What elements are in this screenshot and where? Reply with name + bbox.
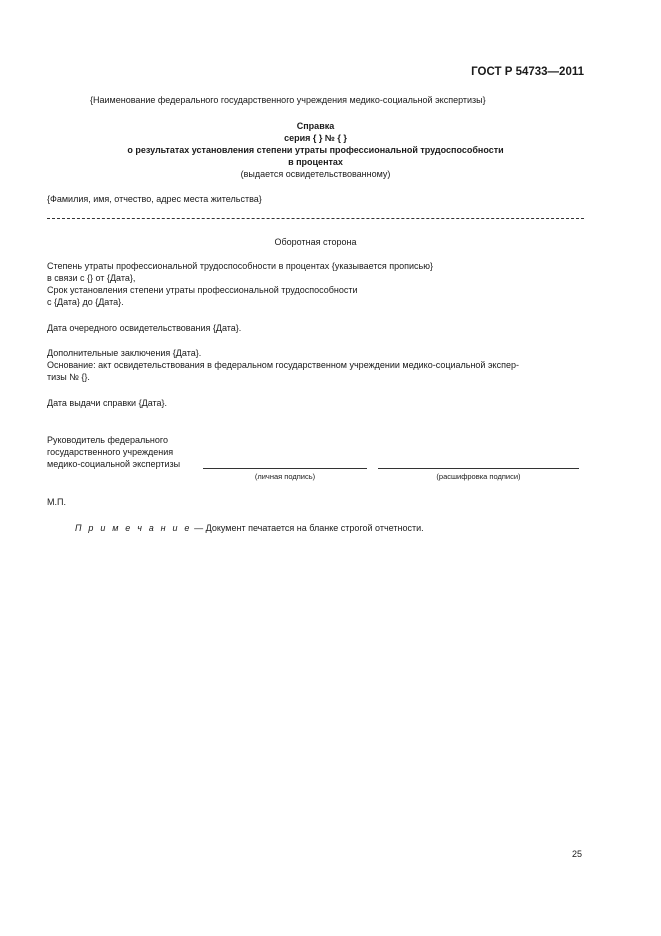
- period-line: с {Дата} до {Дата}.: [47, 297, 124, 307]
- issue-date-line: Дата выдачи справки {Дата}.: [47, 398, 168, 408]
- person-placeholder: {Фамилия, имя, отчество, адрес места жительства}: [47, 194, 262, 204]
- signer-role-line1: Руководитель федерального: [47, 435, 168, 445]
- stamp-label: М.П.: [47, 497, 66, 507]
- separator-dashed-line: [47, 218, 584, 219]
- decoding-signature-label: (расшифровка подписи): [436, 472, 521, 481]
- basis-line2: тизы № {}.: [47, 372, 90, 382]
- degree-line: Степень утраты профессиональной трудоспособности в процентах {указывается прописью}: [47, 261, 433, 271]
- relation-line: в связи с {} от {Дата},: [47, 273, 136, 283]
- signer-role-line2: государственного учреждения: [47, 447, 174, 457]
- certificate-subject-line2: в процентах: [288, 157, 343, 167]
- certificate-issued-to: (выдается освидетельствованному): [240, 169, 391, 179]
- next-exam-line: Дата очередного освидетельствования {Дата}.: [47, 323, 242, 333]
- note-text: — Документ печатается на бланке строгой отчетности.: [191, 523, 424, 533]
- page-number: 25: [571, 849, 582, 859]
- note-prefix: П р и м е ч а н и е: [75, 523, 192, 533]
- certificate-title: Справка: [296, 121, 335, 131]
- basis-line1: Основание: акт освидетельствования в федеральном государственном учреждении медико-социальной экспер-: [47, 360, 519, 370]
- decoding-signature-line: [378, 468, 579, 469]
- additional-line: Дополнительные заключения {Дата}.: [47, 348, 202, 358]
- signer-role-line3: медико-социальной экспертизы: [47, 459, 181, 469]
- institution-placeholder: {Наименование федерального государственного учреждения медико-социальной экспертизы}: [90, 95, 486, 105]
- certificate-subject-line1: о результатах установления степени утраты профессиональной трудоспособности: [127, 145, 504, 155]
- document-code: ГОСТ Р 54733—2011: [471, 66, 584, 78]
- certificate-series: серия { } № { }: [284, 133, 347, 143]
- reverse-side-title: Оборотная сторона: [274, 237, 357, 247]
- personal-signature-line: [203, 468, 367, 469]
- term-line: Срок установления степени утраты профессиональной трудоспособности: [47, 285, 358, 295]
- note: [75, 522, 424, 534]
- personal-signature-label: (личная подпись): [254, 472, 316, 481]
